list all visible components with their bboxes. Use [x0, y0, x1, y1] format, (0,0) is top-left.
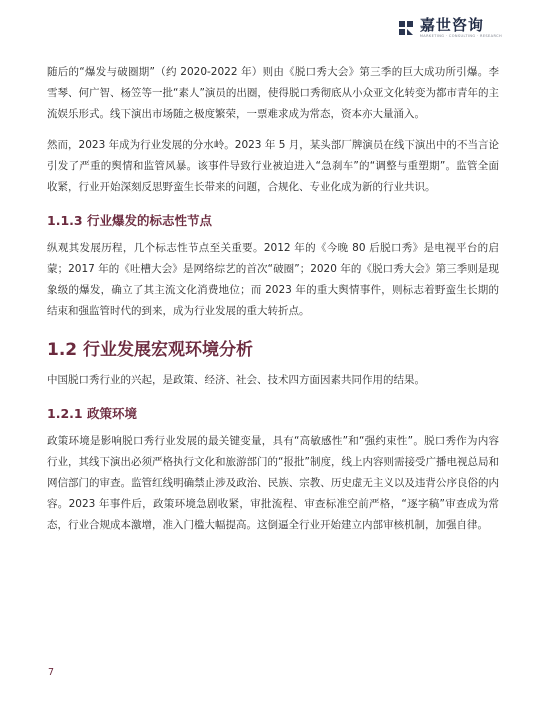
logo-subtext: MARKETING · CONSULTING · RESEARCH — [419, 34, 502, 38]
section-heading-1-2: 1.2 行业发展宏观环境分析 — [47, 340, 254, 360]
logo-text: 嘉世咨询 — [419, 16, 484, 34]
section-heading-1-1-3: 1.1.3 行业爆发的标志性节点 — [47, 213, 212, 228]
paragraph-watershed-2023: 然而，2023 年成为行业发展的分水岭。2023 年 5 月，某头部厂牌演员在线下演出中的不当言论引发了严重的舆情和监管风暴。该事件导致行业被迫进入“急刹车”的“调整与重塑期”。监管全面收紧，行业开始深刻反思野蛮生长带来的问题，合规化、专业化成为新的行业共识。 — [47, 139, 499, 193]
paragraph-macro-intro: 中国脱口秀行业的兴起，是政策、经济、社会、技术四方面因素共同作用的结果。 — [47, 374, 425, 386]
page-header — [0, 0, 546, 50]
page-content — [47, 62, 499, 536]
company-logo — [398, 17, 502, 45]
section-heading-1-2-1: 1.2.1 政策环境 — [47, 406, 137, 421]
paragraph-breakout-period: 随后的“爆发与破圈期”（约 2020-2022 年）则由《脱口秀大会》第三季的巨大成功所引爆。李雪琴、何广智、杨笠等一批“素人”演员的出圈，使得脱口秀彻底从小众亚文化转变为都市青年的主流娱乐形式。线下演出市场随之极度繁荣，一票难求成为常态，资本亦大量涌入。 — [47, 66, 499, 120]
page-number: 7 — [48, 667, 55, 678]
logo-mark-icon — [398, 20, 414, 36]
paragraph-policy-environment: 政策环境是影响脱口秀行业发展的最关键变量，具有“高敏感性”和“强约束性”。脱口秀作为内容行业，其线下演出必须严格执行文化和旅游部门的“报批”制度，线上内容则需接受广播电视总局和网信部门的审查。监管红线明确禁止涉及政治、民族、宗教、历史虚无主义以及违背公序良俗的内容。2023 年事件后，政策环境急剧收紧，审批流程、审查标准空前严格，“逐字稿”审查成为常态，行业合规成本激增，准入门槛大幅提高。这倒逼全行业开始建立内部审核机制，加强自律。 — [47, 435, 499, 531]
paragraph-milestones: 纵观其发展历程，几个标志性节点至关重要。2012 年的《今晚 80 后脱口秀》是电视平台的启蒙；2017 年的《吐槽大会》是网络综艺的首次“破圈”；2020 年的《脱口秀大会》第三季则是现象级的爆发，确立了其主流文化消费地位；而 2023 年的重大舆情事件，则标志着野蛮生长期的结束和强监管时代的到来，成为行业发展的重大转折点。 — [47, 242, 499, 317]
